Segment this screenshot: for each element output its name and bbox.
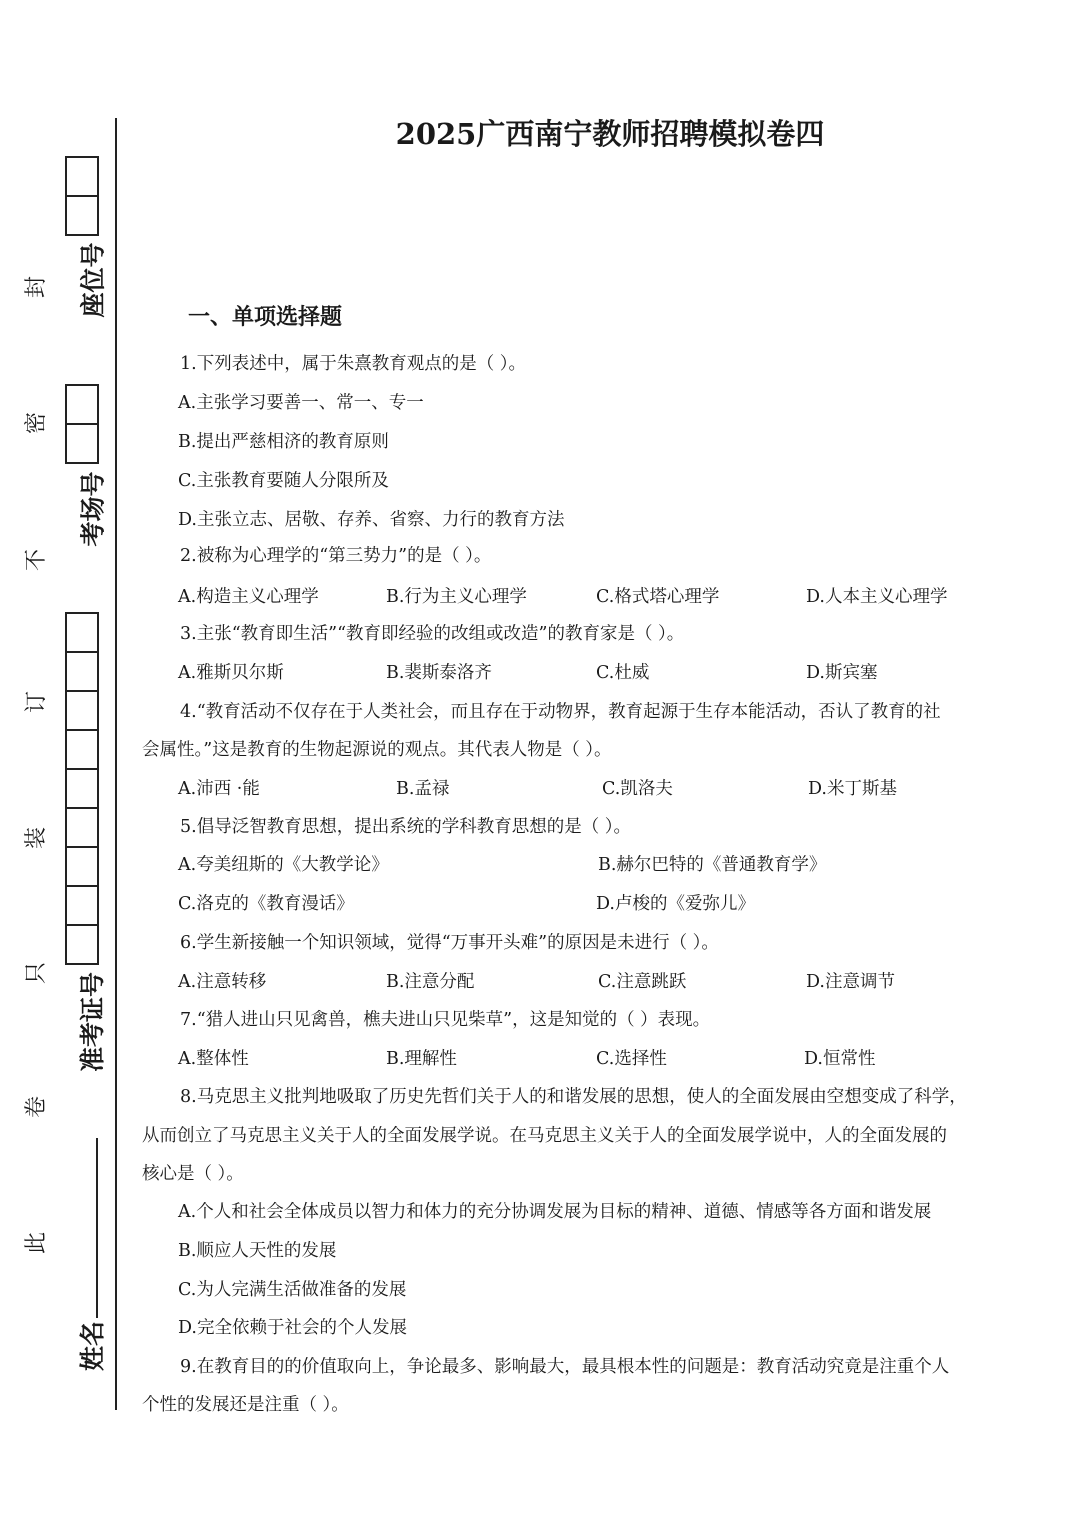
option-c: C.格式塔心理学 — [596, 587, 720, 607]
binding-line — [115, 118, 117, 1410]
seat-number-boxes[interactable] — [65, 156, 99, 236]
option-d: D.斯宾塞 — [806, 663, 878, 683]
option-b: B.注意分配 — [386, 972, 475, 992]
seal-char: 卷 — [24, 1096, 49, 1119]
option-b: B.行为主义心理学 — [386, 587, 527, 607]
name-label: 姓名 — [77, 1320, 107, 1372]
exam-room-boxes[interactable] — [65, 384, 99, 464]
option-a: A.夸美纽斯的《大教学论》 — [178, 855, 389, 875]
question-stem: 6.学生新接触一个知识领域，觉得“万事开头难”的原因是未进行（ ）。 — [180, 933, 719, 953]
option-a: A.构造主义心理学 — [178, 587, 319, 607]
option-b: B.赫尔巴特的《普通教育学》 — [598, 855, 827, 875]
option-b: B.顺应人天性的发展 — [178, 1241, 337, 1261]
question-stem: 从而创立了马克思主义关于人的全面发展学说。在马克思主义关于人的全面发展学说中，人的全面发展的 — [142, 1126, 947, 1146]
exam-room-label: 考场号 — [78, 471, 108, 547]
option-b: B.理解性 — [386, 1049, 457, 1069]
option-d: D.卢梭的《爱弥儿》 — [596, 894, 755, 914]
option-c: C.为人完满生活做准备的发展 — [178, 1280, 407, 1300]
option-c: C.凯洛夫 — [602, 779, 673, 799]
option-c: C.洛克的《教育漫话》 — [178, 894, 354, 914]
option-d: D.注意调节 — [806, 972, 895, 992]
question-stem: 个性的发展还是注重（ ）。 — [142, 1395, 349, 1415]
option-a: A.整体性 — [178, 1049, 249, 1069]
option-a: A.注意转移 — [178, 972, 267, 992]
seal-char: 此 — [24, 1232, 49, 1255]
question-stem: 3.主张“教育即生活”“教育即经验的改组或改造”的教育家是（ ）。 — [180, 624, 685, 644]
option-a: A.主张学习要善一、常一、专一 — [178, 393, 424, 413]
question-stem: 1.下列表述中，属于朱熹教育观点的是（ ）。 — [180, 354, 527, 374]
option-b: B.孟禄 — [396, 779, 450, 799]
question-stem: 5.倡导泛智教育思想，提出系统的学科教育思想的是（ ）。 — [180, 817, 632, 837]
question-stem: 8.马克思主义批判地吸取了历史先哲们关于人的和谐发展的思想，使人的全面发展由空想变成了科学， — [180, 1087, 967, 1107]
question-stem: 4.“教育活动不仅存在于人类社会，而且存在于动物界，教育起源于生存本能活动，否认了教育的社 — [180, 702, 941, 722]
name-write-line[interactable] — [96, 1138, 98, 1318]
option-a: A.个人和社会全体成员以智力和体力的充分协调发展为目标的精神、道德、情感等各方面和谐发展 — [178, 1202, 932, 1222]
question-stem: 核心是（ ）。 — [142, 1164, 244, 1184]
option-a: A.雅斯贝尔斯 — [178, 663, 284, 683]
option-d: D.主张立志、居敬、存养、省察、力行的教育方法 — [178, 510, 565, 530]
admission-ticket-label: 准考证号 — [78, 971, 108, 1073]
option-d: D.人本主义心理学 — [806, 587, 948, 607]
option-c: C.杜威 — [596, 663, 650, 683]
question-stem: 7.“猎人进山只见禽兽，樵夫进山只见柴草”，这是知觉的（ ）表现。 — [180, 1010, 711, 1030]
option-d: D.完全依赖于社会的个人发展 — [178, 1318, 407, 1338]
seal-char: 订 — [24, 691, 49, 714]
page-title: 2025广西南宁教师招聘模拟卷四 — [395, 117, 825, 151]
seal-char: 不 — [24, 549, 49, 572]
option-c: C.主张教育要随人分限所及 — [178, 471, 389, 491]
admission-ticket-boxes[interactable] — [65, 612, 99, 965]
seal-char: 只 — [24, 962, 49, 985]
option-d: D.恒常性 — [804, 1049, 876, 1069]
seal-char: 装 — [24, 827, 49, 850]
seal-char: 密 — [24, 412, 49, 435]
option-a: A.沛西 ·能 — [178, 779, 260, 799]
option-b: B.提出严慈相济的教育原则 — [178, 432, 389, 452]
option-b: B.裴斯泰洛齐 — [386, 663, 492, 683]
seal-char: 封 — [24, 276, 49, 299]
question-stem: 2.被称为心理学的“第三势力”的是（ ）。 — [180, 546, 492, 566]
option-d: D.米丁斯基 — [808, 779, 897, 799]
section-title: 一、单项选择题 — [188, 305, 343, 330]
question-stem: 会属性。”这是教育的生物起源说的观点。其代表人物是（ ）。 — [142, 740, 612, 760]
seat-number-label: 座位号 — [78, 242, 108, 318]
question-stem: 9.在教育目的的价值取向上，争论最多、影响最大，最具根本性的问题是：教育活动究竟是注重个人 — [180, 1357, 950, 1377]
option-c: C.注意跳跃 — [598, 972, 687, 992]
option-c: C.选择性 — [596, 1049, 667, 1069]
